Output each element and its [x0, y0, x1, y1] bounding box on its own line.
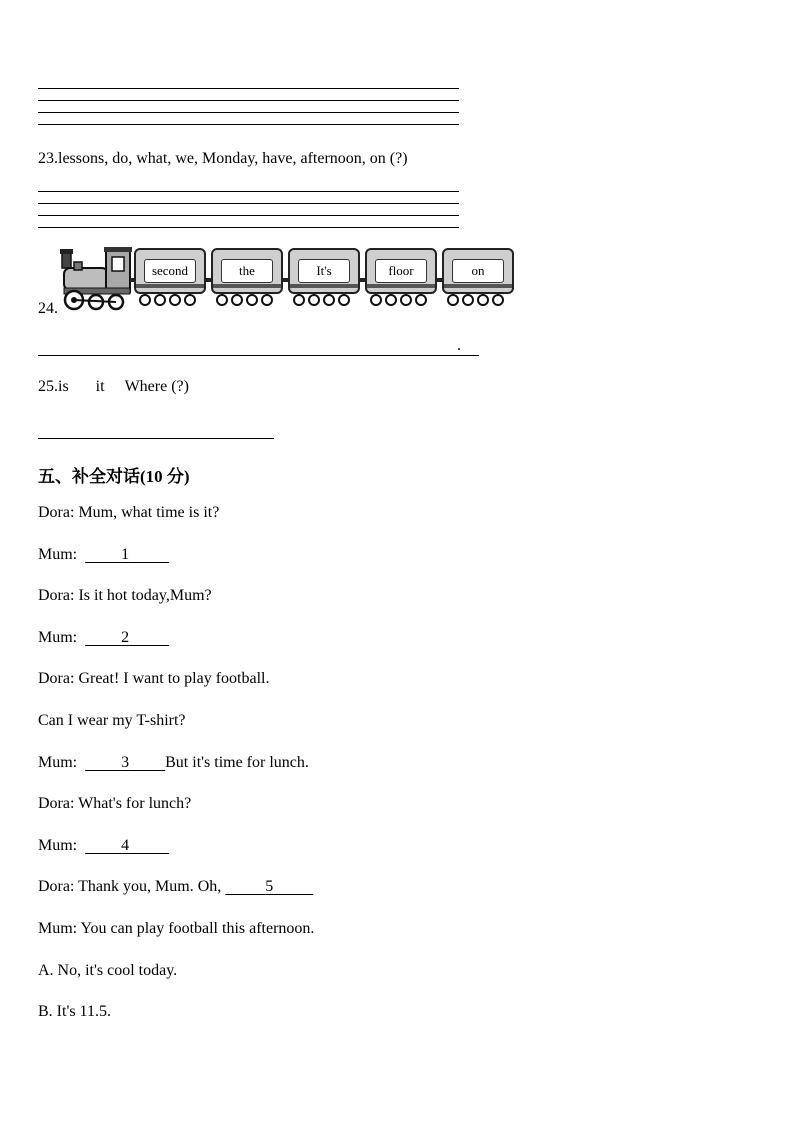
blank-number: 5	[265, 878, 274, 895]
train-car-1	[134, 248, 206, 294]
blank-number: 3	[121, 754, 130, 771]
dialogue-line-11	[38, 920, 314, 938]
question-23	[38, 150, 408, 168]
utterance: Mum, what time is it?	[78, 504, 220, 521]
car-wheels	[139, 294, 196, 308]
dialogue-line-4	[38, 629, 169, 647]
word-card: is	[58, 378, 69, 395]
dialogue-line-10	[38, 878, 313, 896]
car-band	[367, 284, 435, 288]
speaker: Mum:	[38, 754, 78, 771]
dialogue-line-8	[38, 795, 191, 813]
answer-line[interactable]	[38, 88, 459, 89]
question-number: 23.	[38, 150, 58, 167]
fill-blank[interactable]	[85, 629, 169, 647]
end-period: .	[457, 337, 461, 354]
utterance: You can play football this afternoon.	[80, 920, 315, 937]
utterance: Great! I want to play football.	[78, 670, 270, 687]
answer-line[interactable]	[38, 438, 274, 439]
train-car-5	[442, 248, 514, 294]
utterance: But it's time for lunch.	[165, 754, 309, 771]
question-prompt: lessons, do, what, we, Monday, have, afternoon, on (?)	[58, 150, 408, 167]
train-car-4	[365, 248, 437, 294]
car-band	[136, 284, 204, 288]
car-band	[290, 284, 358, 288]
answer-line[interactable]	[38, 203, 459, 204]
utterance: What's for lunch?	[78, 795, 192, 812]
blank-number: 4	[121, 837, 130, 854]
speaker: Dora:	[38, 670, 75, 687]
car-word: on	[452, 259, 504, 283]
answer-line[interactable]	[38, 191, 459, 192]
speaker: Mum:	[38, 920, 78, 937]
car-band	[444, 284, 512, 288]
answer-line[interactable]	[38, 100, 459, 101]
speaker: Dora:	[38, 587, 75, 604]
fill-blank[interactable]	[85, 546, 169, 564]
fill-blank[interactable]	[225, 878, 313, 896]
utterance: Is it hot today,Mum?	[78, 587, 212, 604]
dialogue-line-1	[38, 504, 219, 522]
blank-number: 2	[121, 629, 130, 646]
dialogue-line-2	[38, 546, 169, 564]
car-wheels	[370, 294, 427, 308]
locomotive-icon	[60, 246, 134, 314]
end-mark: (?)	[171, 378, 189, 395]
car-word: floor	[375, 259, 427, 283]
train-car-3	[288, 248, 360, 294]
question-number: 25.	[38, 378, 58, 395]
dialogue-line-5	[38, 670, 269, 688]
answer-line[interactable]	[38, 227, 459, 228]
car-wheels	[447, 294, 504, 308]
speaker: Mum:	[38, 629, 78, 646]
speaker: Dora:	[38, 504, 75, 521]
fill-blank[interactable]	[85, 754, 165, 772]
speaker: Dora:	[38, 878, 75, 895]
blank-number: 1	[121, 546, 130, 563]
option-b: B. It's 11.5.	[38, 1003, 111, 1020]
answer-line[interactable]	[38, 215, 459, 216]
question-24-number: 24.	[38, 300, 58, 317]
utterance: Thank you, Mum. Oh,	[78, 878, 222, 895]
speaker: Mum:	[38, 546, 78, 563]
speaker: Dora:	[38, 795, 75, 812]
train-car-2	[211, 248, 283, 294]
utterance: Can I wear my T-shirt?	[38, 712, 186, 729]
answer-line[interactable]	[38, 112, 459, 113]
word-card: Where	[124, 378, 168, 395]
speaker: Mum:	[38, 837, 78, 854]
word-train-illustration	[60, 246, 520, 316]
word-card: it	[95, 378, 105, 395]
car-band	[213, 284, 281, 288]
section-heading: 五、补全对话(10 分)	[38, 467, 190, 486]
fill-blank[interactable]	[85, 837, 169, 855]
answer-line[interactable]	[38, 124, 459, 125]
car-wheels	[293, 294, 350, 308]
answer-line[interactable]	[38, 355, 479, 356]
dialogue-line-7	[38, 754, 309, 772]
question-25	[38, 378, 189, 396]
dialogue-line-3	[38, 587, 212, 605]
car-word: second	[144, 259, 196, 283]
car-word: the	[221, 259, 273, 283]
car-wheels	[216, 294, 273, 308]
option-a: A. No, it's cool today.	[38, 962, 178, 979]
dialogue-line-9	[38, 837, 169, 855]
car-word: It's	[298, 259, 350, 283]
dialogue-line-6	[38, 712, 186, 730]
